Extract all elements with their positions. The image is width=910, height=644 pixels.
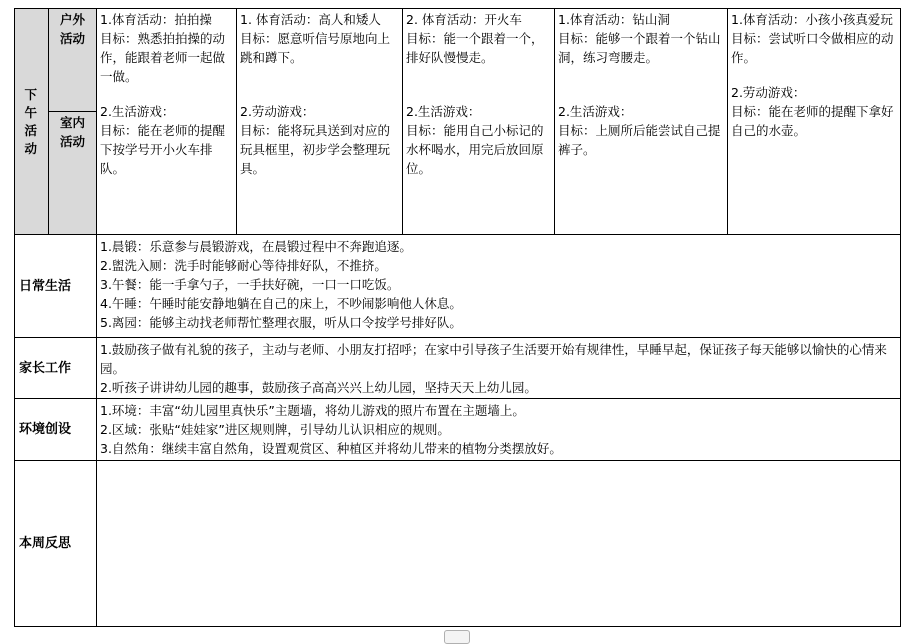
- outdoor-activity-title: 2. 体育活动：开火车: [406, 12, 522, 27]
- day-cell-2: [237, 9, 403, 235]
- environment-label: 环境创设: [15, 399, 97, 461]
- environment-row: [15, 399, 901, 461]
- list-item: 2.听孩子讲讲幼儿园的趣事，鼓励孩子高高兴兴上幼儿园，坚持天天上幼儿园。: [100, 380, 537, 395]
- outdoor-activity-goal: 目标：愿意听信号原地向上跳和蹲下。: [240, 31, 391, 65]
- indoor-activity-goal: 目标：能用自己小标记的水杯喝水，用完后放回原位。: [406, 123, 544, 176]
- outdoor-activity-goal: 目标：熟悉拍拍操的动作，能跟着老师一起做一做。: [100, 31, 226, 84]
- indoor-activity-goal: 目标：能在老师的提醒下拿好自己的水壶。: [731, 104, 894, 138]
- outdoor-activity-title: 1.体育活动：小孩小孩真爱玩: [731, 12, 893, 27]
- list-item: 1.鼓励孩子做有礼貌的孩子，主动与老师、小朋友打招呼；在家中引导孩子生活要开始有规律性，早睡早起，保证孩子每天能够以愉快的心情来园。: [100, 342, 887, 376]
- indoor-activity-title: 2.生活游戏：: [100, 104, 175, 119]
- daily-life-label: 日常生活: [15, 235, 97, 338]
- indoor-activity-title: 2.生活游戏：: [406, 104, 481, 119]
- list-item: 3.午餐：能一手拿勺子，一手扶好碗，一口一口吃饭。: [100, 277, 400, 292]
- outdoor-activity-title: 1. 体育活动：高人和矮人: [240, 12, 381, 27]
- outdoor-activity-goal: 目标：能一个跟着一个，排好队慢慢走。: [406, 31, 544, 65]
- list-item: 4.午睡：午睡时能安静地躺在自己的床上，不吵闹影响他人休息。: [100, 296, 462, 311]
- reflection-content[interactable]: [97, 461, 901, 627]
- daily-life-row: [15, 235, 901, 338]
- list-item: 1.环境：丰富“幼儿园里真快乐”主题墙，将幼儿游戏的照片布置在主题墙上。: [100, 403, 525, 418]
- indoor-activity-title: 2.劳动游戏：: [731, 85, 806, 100]
- list-item: 2.盥洗入厕：洗手时能够耐心等待排好队，不推挤。: [100, 258, 387, 273]
- indoor-activity-goal: 目标：能在老师的提醒下按学号开小火车排队。: [100, 123, 226, 176]
- environment-content: [97, 399, 901, 461]
- daily-life-content: [97, 235, 901, 338]
- indoor-activity-title: 2.劳动游戏：: [240, 104, 315, 119]
- indoor-activity-goal: 目标：上厕所后能尝试自己提裤子。: [558, 123, 721, 157]
- afternoon-label-cell: [15, 9, 49, 235]
- indoor-activity-goal: 目标：能将玩具送到对应的玩具框里，初步学会整理玩具。: [240, 123, 391, 176]
- parent-work-row: [15, 338, 901, 399]
- reflection-row: [15, 461, 901, 627]
- outdoor-label: 户外活动: [59, 12, 85, 46]
- list-item: 5.离园：能够主动找老师帮忙整理衣服，听从口令按学号排好队。: [100, 315, 462, 330]
- parent-work-label: 家长工作: [15, 338, 97, 399]
- day-cell-1: [97, 9, 237, 235]
- day-cell-3: [403, 9, 555, 235]
- scroll-handle[interactable]: [444, 630, 470, 644]
- indoor-label: 室内活动: [59, 115, 85, 149]
- outdoor-activity-title: 1.体育活动：钻山洞: [558, 12, 670, 27]
- list-item: 2.区域：张贴“娃娃家”进区规则牌，引导幼儿认识相应的规则。: [100, 422, 450, 437]
- weekly-plan-table: [14, 8, 901, 627]
- indoor-activity-title: 2.生活游戏：: [558, 104, 633, 119]
- afternoon-label: 下午活动: [24, 86, 38, 156]
- parent-work-content: [97, 338, 901, 399]
- indoor-label-cell: [49, 112, 97, 235]
- outdoor-activity-goal: 目标：能够一个跟着一个钻山洞，练习弯腰走。: [558, 31, 721, 65]
- outdoor-activity-title: 1.体育活动：拍拍操: [100, 12, 212, 27]
- day-cell-4: [555, 9, 728, 235]
- outdoor-label-cell: [49, 9, 97, 112]
- list-item: 3.自然角：继续丰富自然角，设置观赏区、种植区并将幼儿带来的植物分类摆放好。: [100, 441, 562, 456]
- reflection-label: 本周反思: [15, 461, 97, 627]
- day-cell-5: [728, 9, 901, 235]
- list-item: 1.晨锻：乐意参与晨锻游戏，在晨锻过程中不奔跑追逐。: [100, 239, 412, 254]
- afternoon-outdoor-row: [15, 9, 901, 112]
- outdoor-activity-goal: 目标：尝试听口令做相应的动作。: [731, 31, 894, 65]
